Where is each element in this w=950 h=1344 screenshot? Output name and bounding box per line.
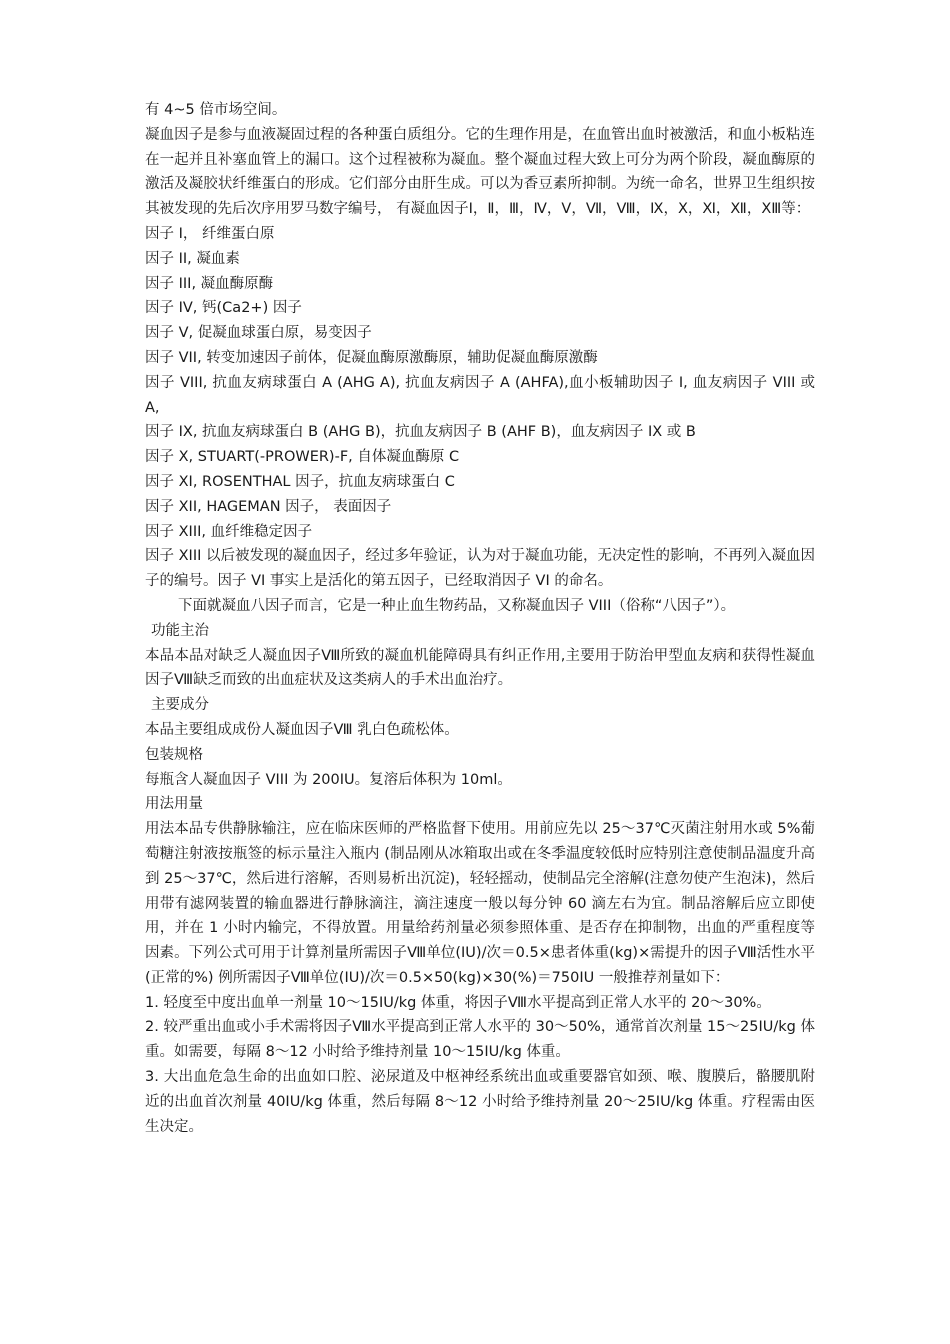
factor-item-5: 因子 V, 促凝血球蛋白原，易变因子 xyxy=(145,325,372,342)
factor-item-1: 因子 I， 纤维蛋白原 xyxy=(145,225,275,242)
paragraph-factor-8-intro: 下面就凝血八因子而言，它是一种止血生物药品，又称凝血因子 VIII（俗称“八因子”）。 xyxy=(178,597,736,614)
paragraph-market-space: 有 4~5 倍市场空间。 xyxy=(145,102,287,118)
factor-item-11: 因子 XI, ROSENTHAL 因子，抗血友病球蛋白 C xyxy=(145,473,455,490)
factor-item-2: 因子 II, 凝血素 xyxy=(145,250,240,267)
paragraph-ingredients: 本品主要组成成份人凝血因子Ⅷ 乳白色疏松体。 xyxy=(145,721,459,738)
paragraph-package: 每瓶含人凝血因子 VIII 为 200IU。复溶后体积为 10ml。 xyxy=(145,771,512,788)
section-heading-function: 功能主治 xyxy=(151,622,209,639)
section-heading-package: 包装规格 xyxy=(145,746,203,763)
dose-item-3: 3. 大出血危急生命的出血如口腔、泌尿道及中枢神经系统出血或重要器官如颈、喉、腹膜后，骼腰肌附近的出血首次剂量 40IU/kg 体重，然后每隔 8～12 小时给予维持剂量 20～25IU/kg 体重。疗程需由医生决定。 xyxy=(145,1069,815,1135)
factor-item-10: 因子 X, STUART(-PROWER)-F, 自体凝血酶原 C xyxy=(145,449,460,466)
factor-item-9: 因子 IX, 抗血友病球蛋白 B (AHG B)，抗血友病因子 B (AHF B)，血友病因子 IX 或 B xyxy=(145,424,696,441)
factor-item-13: 因子 XIII, 血纤维稳定因子 xyxy=(145,523,313,540)
dose-item-2: 2. 较严重出血或小手术需将因子Ⅷ水平提高到正常人水平的 30～50%，通常首次剂量 15～25IU/kg 体重。如需要，每隔 8～12 小时给予维持剂量 10～15IU/kg 体重。 xyxy=(145,1019,815,1061)
section-heading-ingredients: 主要成分 xyxy=(151,697,209,714)
document-body xyxy=(145,98,815,1139)
paragraph-function: 本品本品对缺乏人凝血因子Ⅷ所致的凝血机能障碍具有纠正作用,主要用于防治甲型血友病和获得性凝血因子Ⅷ缺乏而致的出血症状及这类病人的手术出血治疗。 xyxy=(145,647,815,689)
factor-item-7: 因子 VII, 转变加速因子前体，促凝血酶原激酶原，辅助促凝血酶原激酶 xyxy=(145,349,598,366)
dose-item-1: 1. 轻度至中度出血单一剂量 10～15IU/kg 体重，将因子Ⅷ水平提高到正常人水平的 20～30%。 xyxy=(145,994,771,1011)
section-heading-usage: 用法用量 xyxy=(145,796,203,813)
paragraph-usage: 用法本品专供静脉输注，应在临床医师的严格监督下使用。用前应先以 25～37℃灭菌注射用水或 5%葡萄糖注射液按瓶签的标示量注入瓶内 (制品刚从冰箱取出或在冬季温度较低时应特别注意使制品温度升高到 25～37℃，然后进行溶解，否则易析出沉淀)，轻轻摇动，使制品完全溶解(注意勿使产生泡沫)，然后用带有滤网装置的输血器进行静脉滴注，滴注速度一般以每分钟 60 滴左右为宜。制品溶解后应立即使用，并在 1 小时内输完，不得放置。用量给药剂量必须参照体重、是否存在抑制物，出血的严重程度等因素。下列公式可用于计算剂量所需因子Ⅷ单位(IU)/次＝0.5×患者体重(kg)×需提升的因子Ⅷ活性水平(正常的%) 例所需因子Ⅷ单位(IU)/次＝0.5×50(kg)×30(%)＝750IU 一般推荐剂量如下： xyxy=(145,821,815,986)
paragraph-intro: 凝血因子是参与血液凝固过程的各种蛋白质组分。它的生理作用是，在血管出血时被激活，和血小板粘连在一起并且补塞血管上的漏口。这个过程被称为凝血。整个凝血过程大致上可分为两个阶段，凝血酶原的激活及凝胶状纤维蛋白的形成。它们部分由肝生成。可以为香豆素所抑制。为统一命名，世界卫生组织按其被发现的先后次序用罗马数字编号， 有凝血因子Ⅰ，Ⅱ，Ⅲ，Ⅳ，Ⅴ，Ⅶ，Ⅷ，Ⅸ，Ⅹ，Ⅺ，Ⅻ，XⅢ等： xyxy=(145,126,815,218)
factor-item-12: 因子 XII, HAGEMAN 因子， 表面因子 xyxy=(145,498,392,515)
factor-item-4: 因子 IV, 钙(Ca2+) 因子 xyxy=(145,300,302,317)
paragraph-factor-note: 因子 XIII 以后被发现的凝血因子，经过多年验证，认为对于凝血功能，无决定性的影响，不再列入凝血因子的编号。因子 VI 事实上是活化的第五因子，已经取消因子 VI 的命名。 xyxy=(145,548,815,590)
factor-item-3: 因子 III, 凝血酶原酶 xyxy=(145,275,274,292)
factor-item-8: 因子 VIII, 抗血友病球蛋白 A (AHG A), 抗血友病因子 A (AHFA),血小板辅助因子 I, 血友病因子 VIII 或 A, xyxy=(145,374,815,416)
